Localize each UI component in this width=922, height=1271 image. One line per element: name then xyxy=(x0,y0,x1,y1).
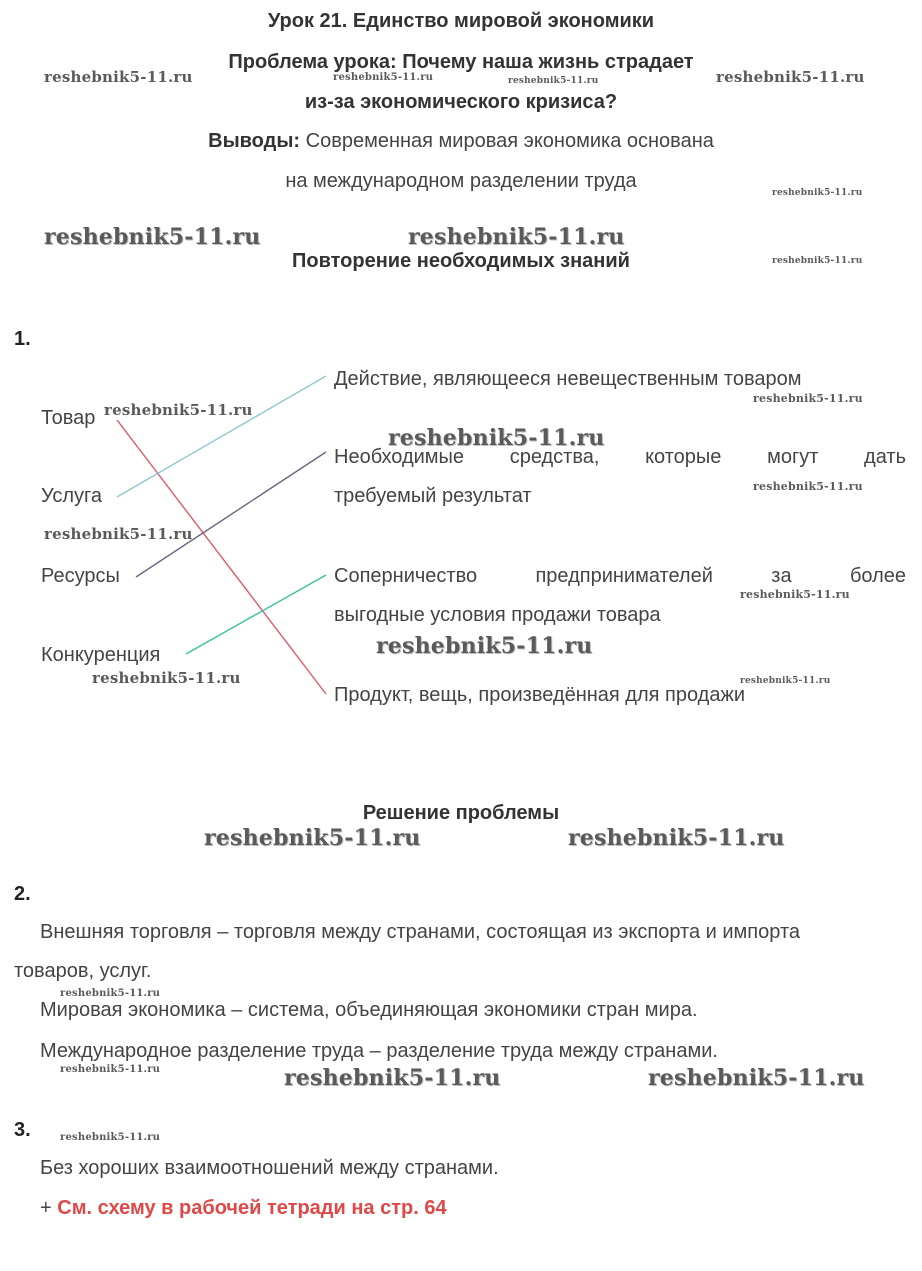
watermark: reshebnik5-11.ru xyxy=(648,1065,865,1091)
definition-2-line2: требуемый результат xyxy=(334,485,532,507)
task2-def1-line2: товаров, услуг. xyxy=(14,960,152,982)
lesson-title: Урок 21. Единство мировой экономики xyxy=(267,10,655,32)
watermark: reshebnik5-11.ru xyxy=(284,1065,501,1091)
lesson-problem-line2: из-за экономического кризиса? xyxy=(304,91,618,113)
watermark: reshebnik5-11.ru xyxy=(60,1132,161,1143)
match-line-usluga xyxy=(117,376,326,497)
task2-def3: Международное разделение труда – разделение труда между странами. xyxy=(40,1040,718,1062)
watermark: reshebnik5-11.ru xyxy=(60,988,161,999)
task2-def2: Мировая экономика – система, объединяющая экономики стран мира. xyxy=(40,999,698,1021)
definition-1: Действие, являющееся невещественным товаром xyxy=(334,368,802,390)
watermark: reshebnik5-11.ru xyxy=(772,188,863,198)
watermark: reshebnik5-11.ru xyxy=(740,588,850,601)
watermark: reshebnik5-11.ru xyxy=(568,825,785,851)
watermark: reshebnik5-11.ru xyxy=(740,676,831,686)
watermark: reshebnik5-11.ru xyxy=(753,480,863,493)
term-resursy: Ресурсы xyxy=(41,565,120,587)
review-heading: Повторение необходимых знаний xyxy=(292,250,630,272)
watermark: reshebnik5-11.ru xyxy=(44,224,261,250)
watermark: reshebnik5-11.ru xyxy=(716,68,865,86)
term-tovar: Товар xyxy=(41,407,96,429)
match-line-konkurentsiya xyxy=(186,575,326,654)
plus-sign: + xyxy=(40,1197,52,1219)
workbook-reference: См. схему в рабочей тетради на стр. 64 xyxy=(57,1197,447,1219)
watermark: reshebnik5-11.ru xyxy=(44,68,193,86)
task3-note-line xyxy=(40,1197,447,1220)
watermark: reshebnik5-11.ru xyxy=(44,525,193,543)
conclusions-label: Выводы: xyxy=(208,130,301,152)
watermark: reshebnik5-11.ru xyxy=(333,72,434,83)
task2-number: 2. xyxy=(14,883,31,905)
watermark: reshebnik5-11.ru xyxy=(388,425,605,451)
task3-answer: Без хороших взаимоотношений между странами. xyxy=(40,1157,499,1179)
definition-3-line1: Соперничество предпринимателей за более xyxy=(334,565,906,587)
conclusions-text1: Современная мировая экономика основана xyxy=(305,130,714,152)
watermark: reshebnik5-11.ru xyxy=(772,256,863,266)
term-usluga: Услуга xyxy=(41,485,103,507)
task3-number: 3. xyxy=(14,1119,31,1141)
watermark: reshebnik5-11.ru xyxy=(508,76,599,86)
lesson-problem-line1: Проблема урока: Почему наша жизнь страдает xyxy=(228,51,694,73)
watermark: reshebnik5-11.ru xyxy=(60,1064,161,1075)
watermark: reshebnik5-11.ru xyxy=(753,392,863,405)
match-line-resursy xyxy=(136,452,326,577)
task2-def1-line1: Внешняя торговля – торговля между странами, состоящая из экспорта и импорта xyxy=(40,921,800,943)
conclusions-line2: на международном разделении труда xyxy=(285,170,637,192)
term-konkurentsiya: Конкуренция xyxy=(41,644,161,666)
watermark: reshebnik5-11.ru xyxy=(408,224,625,250)
task1-number: 1. xyxy=(14,328,31,350)
definition-4: Продукт, вещь, произведённая для продажи xyxy=(334,684,745,706)
solution-heading: Решение проблемы xyxy=(362,802,560,824)
watermark: reshebnik5-11.ru xyxy=(376,633,593,659)
watermark: reshebnik5-11.ru xyxy=(92,669,241,687)
definition-3-line2: выгодные условия продажи товара xyxy=(334,604,661,626)
watermark: reshebnik5-11.ru xyxy=(104,401,253,419)
definition-2-line1: Необходимые средства, которые могут дать xyxy=(334,446,906,468)
watermark: reshebnik5-11.ru xyxy=(204,825,421,851)
